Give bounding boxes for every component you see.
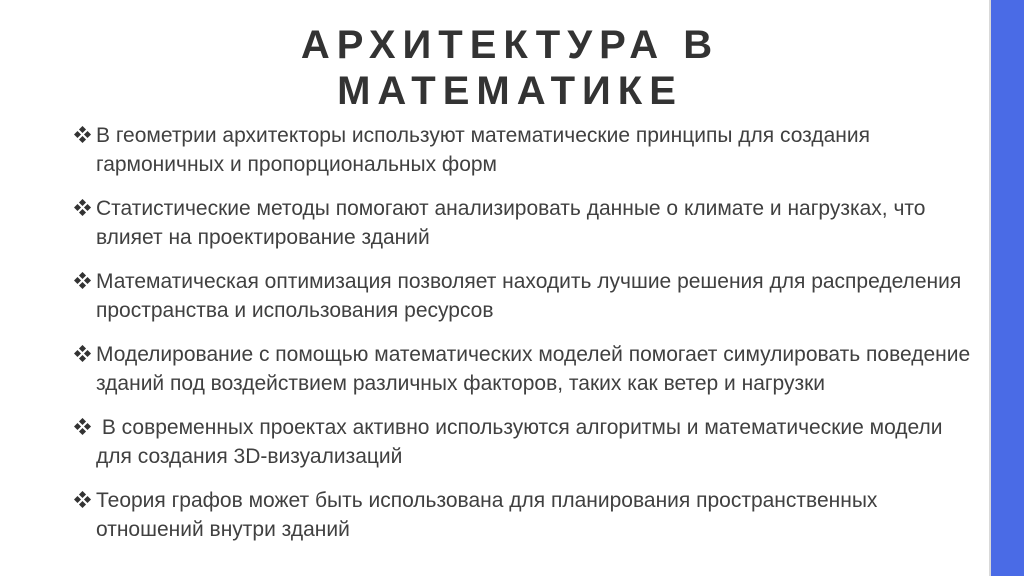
bullet-text: Статистические методы помогают анализировать данные о климате и нагрузках, что влияет на проектирование зданий [96, 197, 926, 249]
bullet-text: Теория графов может быть использована для планирования пространственных отношений внутри зданий [96, 489, 878, 541]
diamond-bullet-icon [74, 199, 92, 217]
diamond-bullet-icon [74, 491, 92, 509]
bullet-item [72, 121, 972, 179]
bullet-list [72, 121, 972, 559]
diamond-bullet-icon [74, 272, 92, 290]
bullet-item [72, 340, 972, 398]
bullet-text: В геометрии архитекторы используют математические принципы для создания гармоничных и пропорциональных форм [96, 124, 870, 176]
diamond-bullet-icon [74, 345, 92, 363]
slide-title [150, 22, 870, 114]
title-line-1: АРХИТЕКТУРА В [300, 23, 720, 67]
title-line-2: МАТЕМАТИКЕ [337, 69, 683, 113]
diamond-bullet-icon [74, 126, 92, 144]
bullet-text: Математическая оптимизация позволяет находить лучшие решения для распределения пространства и использования ресурсов [96, 270, 962, 322]
bullet-item [72, 194, 972, 252]
bullet-text: В современных проектах активно используются алгоритмы и математические модели для создания 3D-визуализаций [96, 416, 949, 468]
bullet-item [72, 413, 972, 471]
bullet-item [72, 267, 972, 325]
diamond-bullet-icon [74, 418, 92, 436]
accent-sidebar [989, 0, 1024, 576]
bullet-text: Моделирование с помощью математических моделей помогает симулировать поведение зданий под воздействием различных факторов, таких как ветер и нагрузки [96, 343, 971, 395]
bullet-item [72, 486, 972, 544]
